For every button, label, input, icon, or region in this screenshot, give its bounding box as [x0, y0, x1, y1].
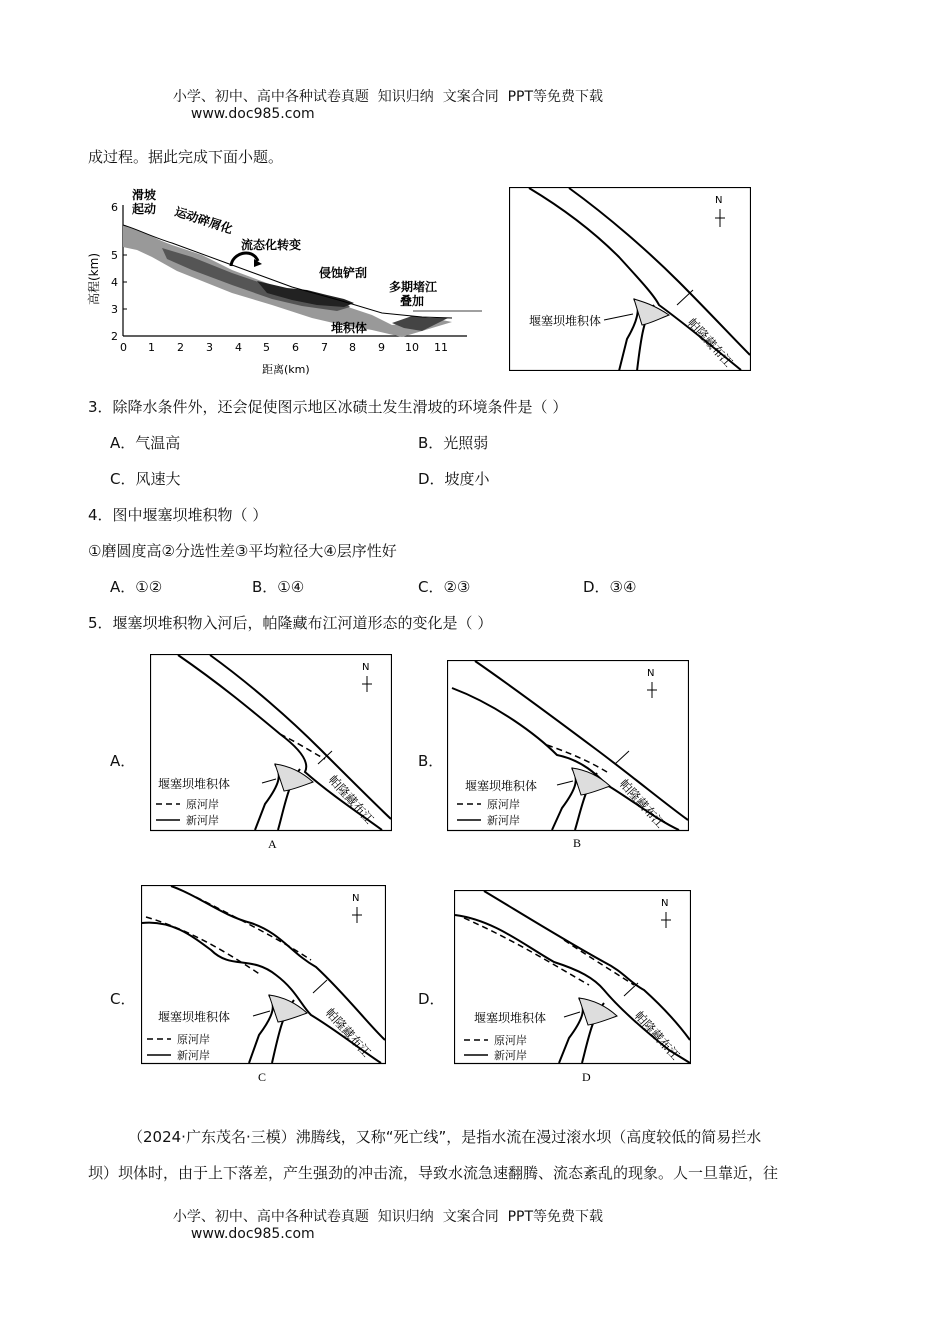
q4-option-d[interactable]: D．③④ — [583, 578, 637, 596]
y-axis-label: 高程(km) — [87, 252, 101, 305]
q4-stem: 4．图中堰塞坝堆积物（ ） — [88, 506, 268, 524]
svg-text:4: 4 — [235, 341, 242, 354]
q3-option-d[interactable]: D．坡度小 — [418, 470, 490, 488]
ytick-4: 4 — [111, 276, 118, 289]
svg-text:5: 5 — [263, 341, 270, 354]
svg-text:N: N — [362, 662, 370, 673]
q3-option-a[interactable]: A．气温高 — [110, 434, 181, 452]
map-option-c — [141, 885, 386, 1085]
intro-text: 成过程。据此完成下面小题。 — [88, 148, 284, 166]
north-label: N — [715, 195, 723, 206]
svg-text:0: 0 — [120, 341, 127, 354]
svg-text:10: 10 — [405, 341, 419, 354]
y-ticks — [111, 201, 127, 343]
label-multi2: 叠加 — [400, 294, 425, 308]
label-multi: 多期堵江 — [389, 280, 438, 294]
q5-option-a[interactable]: A． — [110, 752, 136, 770]
q3-option-b[interactable]: B．光照弱 — [418, 434, 489, 452]
q4-items: ①磨圆度高②分选性差③平均粒径大④层序性好 — [88, 542, 397, 560]
label-fragment: 运动碎屑化 — [173, 204, 235, 237]
q5-stem: 5．堰塞坝堆积物入河后，帕隆藏布江河道形态的变化是（ ） — [88, 614, 493, 632]
passage-line2: 坝）坝体时，由于上下落差，产生强劲的冲击流，导致水流急速翻腾、流态紊乱的现象。人一旦靠近，往 — [88, 1164, 779, 1182]
ytick-2: 2 — [111, 330, 118, 343]
landslide-profile-figure — [82, 185, 482, 380]
svg-text:6: 6 — [292, 341, 299, 354]
svg-text:原河岸: 原河岸 — [177, 1033, 210, 1046]
caption-d: D — [582, 1070, 591, 1084]
label-start2: 起动 — [132, 202, 157, 216]
svg-text:堰塞坝堆积体: 堰塞坝堆积体 — [158, 777, 231, 791]
ytick-5: 5 — [111, 249, 118, 262]
map-option-d — [454, 890, 691, 1085]
x-axis-label: 距离(km) — [262, 363, 310, 376]
svg-text:2: 2 — [177, 341, 184, 354]
caption-a: A — [268, 837, 277, 851]
footer-text: 小学、初中、高中各种试卷真题 知识归纳 文案合同 PPT等免费下载 — [172, 1209, 604, 1225]
svg-text:N: N — [647, 668, 655, 679]
svg-text:帕隆藏布江: 帕隆藏布江 — [631, 1008, 683, 1063]
svg-text:堰塞坝堆积体: 堰塞坝堆积体 — [474, 1011, 547, 1025]
q4-option-a[interactable]: A．①② — [110, 578, 163, 596]
svg-text:堰塞坝堆积体: 堰塞坝堆积体 — [158, 1010, 231, 1024]
svg-text:9: 9 — [378, 341, 385, 354]
svg-text:帕隆藏布江: 帕隆藏布江 — [616, 776, 668, 831]
map-option-b — [447, 660, 689, 855]
svg-text:8: 8 — [349, 341, 356, 354]
svg-text:原河岸: 原河岸 — [487, 798, 520, 811]
svg-text:新河岸: 新河岸 — [177, 1049, 210, 1062]
svg-text:N: N — [661, 898, 669, 909]
river-label: 帕隆藏布江 — [684, 315, 736, 370]
caption-b: B — [573, 836, 582, 850]
svg-text:新河岸: 新河岸 — [494, 1049, 527, 1062]
svg-text:7: 7 — [321, 341, 328, 354]
q4-option-c[interactable]: C．②③ — [418, 578, 471, 596]
dam-map-top — [509, 187, 751, 371]
label-deposit: 堆积体 — [331, 321, 368, 335]
page-header — [164, 70, 603, 122]
svg-text:原河岸: 原河岸 — [186, 798, 219, 811]
ytick-6: 6 — [111, 201, 118, 214]
q5-option-d[interactable]: D． — [418, 990, 445, 1008]
svg-text:原河岸: 原河岸 — [494, 1034, 527, 1047]
passage-line1: （2024·广东茂名·三模）沸腾线，又称“死亡线”，是指水流在漫过滚水坝（高度较低的简易拦水 — [128, 1128, 762, 1146]
svg-text:新河岸: 新河岸 — [186, 814, 219, 827]
svg-text:帕隆藏布江: 帕隆藏布江 — [322, 1005, 374, 1060]
header-text: 小学、初中、高中各种试卷真题 知识归纳 文案合同 PPT等免费下载 — [172, 89, 604, 105]
label-start: 滑坡 — [132, 188, 157, 202]
svg-text:1: 1 — [148, 341, 155, 354]
q3-stem: 3．除降水条件外，还会促使图示地区冰碛土发生滑坡的环境条件是（ ） — [88, 398, 568, 416]
q4-option-b[interactable]: B．①④ — [252, 578, 305, 596]
label-erosion: 侵蚀铲刮 — [319, 266, 368, 280]
svg-text:11: 11 — [434, 341, 448, 354]
svg-text:堰塞坝堆积体: 堰塞坝堆积体 — [465, 779, 538, 793]
svg-text:新河岸: 新河岸 — [487, 814, 520, 827]
svg-text:3: 3 — [206, 341, 213, 354]
caption-c: C — [258, 1070, 267, 1084]
svg-text:帕隆藏布江: 帕隆藏布江 — [325, 772, 377, 827]
dam-label: 堰塞坝堆积体 — [529, 314, 602, 328]
q3-option-c[interactable]: C．风速大 — [110, 470, 181, 488]
map-option-a — [150, 654, 392, 854]
ytick-3: 3 — [111, 303, 118, 316]
header-site: www.doc985.com — [190, 106, 315, 122]
page-footer — [164, 1190, 603, 1242]
x-ticks — [120, 341, 448, 354]
label-fluid: 流态化转变 — [241, 238, 302, 252]
svg-text:N: N — [352, 893, 360, 904]
q5-option-c[interactable]: C． — [110, 990, 136, 1008]
q5-option-b[interactable]: B． — [418, 752, 444, 770]
footer-site: www.doc985.com — [190, 1226, 315, 1242]
